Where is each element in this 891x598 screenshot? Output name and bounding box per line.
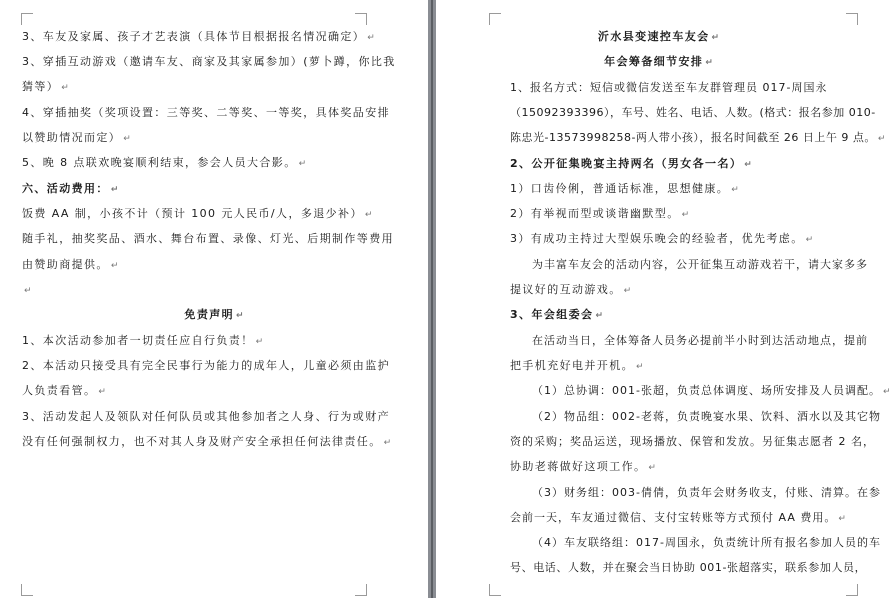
paragraph-mark: ↵: [636, 362, 644, 372]
text-line: 猜等） ↵: [22, 80, 69, 93]
text-line: 4、穿插抽奖（奖项设置：三等奖、二等奖、一等奖，具体奖品安排: [22, 106, 390, 119]
paragraph-mark: ↵: [123, 134, 131, 144]
crop-mark: [355, 584, 367, 596]
paragraph-mark: ↵: [298, 159, 307, 169]
paragraph-mark: ↵: [882, 387, 891, 397]
text-line: 提议好的互动游戏。 ↵: [510, 283, 632, 296]
text-line: （15092393396），车号、姓名、电话、人数。(格式：报名参加 010-: [510, 106, 876, 119]
paragraph-mark: ↵: [838, 514, 846, 524]
paragraph-mark: ↵: [110, 185, 119, 195]
crop-mark: [489, 584, 501, 596]
crop-mark: [489, 13, 501, 25]
text-line: 随手礼，抽奖奖品、酒水、舞台布置、录像、灯光、后期制作等费用: [22, 232, 394, 245]
text-line: 5、晚 8 点联欢晚宴顺利结束，参会人员大合影。 ↵: [22, 156, 307, 169]
text-line: 资的采购；奖品运送，现场播放、保管和发放。另征集志愿者 2 名，: [510, 435, 875, 448]
text-line: 1、报名方式：短信或微信发送至车友群管理员 017-周国永: [510, 81, 828, 94]
paragraph-mark: ↵: [367, 33, 375, 43]
section-heading: 3、年会组委会 ↵: [510, 308, 604, 321]
text-line: （2）物品组：002-老蒋，负责晚宴水果、饮料、酒水以及其它物: [532, 410, 881, 423]
paragraph-mark: ↵: [236, 311, 244, 321]
text-line: 2）有举视而型或谈谐幽默型。 ↵: [510, 207, 690, 220]
paragraph-mark: ↵: [731, 185, 739, 195]
document-subtitle: 年会筹备细节安排 ↵: [604, 55, 713, 68]
paragraph-mark: ↵: [877, 134, 886, 144]
paragraph-mark: ↵: [98, 387, 106, 397]
disclaimer-title: 免责声明 ↵: [184, 308, 244, 321]
paragraph-mark: ↵: [61, 83, 69, 93]
text-line: 协助老蒋做好这项工作。 ↵: [510, 460, 656, 473]
paragraph-mark: ↵: [110, 261, 119, 271]
paragraph-mark: ↵: [255, 337, 264, 347]
document-title: 沂水县变速控车友会 ↵: [597, 30, 720, 43]
crop-mark: [846, 13, 858, 25]
text-line: 把手机充好电并开机。 ↵: [510, 359, 644, 372]
text-line: 人负责看管。 ↵: [22, 384, 106, 397]
paragraph-mark: ↵: [744, 160, 752, 170]
text-line: 3）有成功主持过大型娱乐晚会的经验者，优先考虑。 ↵: [510, 232, 814, 245]
paragraph-mark: ↵: [383, 438, 392, 448]
paragraph-mark: ↵: [364, 210, 373, 220]
crop-mark: [21, 13, 33, 25]
paragraph-mark: ↵: [711, 33, 720, 43]
text-line: 2、本活动只接受具有完全民事行为能力的成年人，儿童必须由监护: [22, 359, 390, 372]
paragraph-mark: ↵: [595, 311, 604, 321]
text-line: 1、本次活动参加者一切责任应自行负责！ ↵: [22, 334, 264, 347]
text-line: （3）财务组：003-倩倩，负责年会财务收支，付账、清算。在参: [532, 486, 881, 499]
text-line: 为丰富车友会的活动内容，公开征集互动游戏若干，请大家多多: [532, 258, 868, 271]
text-line: 3、活动发起人及领队对任何队员或其他参加者之人身、行为或财产: [22, 410, 390, 423]
section-heading: 六、活动费用： ↵: [22, 182, 119, 195]
left-page: [0, 0, 428, 598]
text-line: 3、车友及家属、孩子才艺表演（具体节目根据报名情况确定） ↵: [22, 30, 375, 43]
text-line: 陈忠光-13573998258-两人带小孩），报名时间截至 26 日上午 9 点。 ↵: [510, 131, 886, 144]
text-line: 没有任何强制权力，也不对其人身及财产安全承担任何法律责任。 ↵: [22, 435, 392, 448]
crop-mark: [846, 584, 858, 596]
page-divider: [428, 0, 436, 598]
text-line: 会前一天，车友通过微信、支付宝转账等方式预付 AA 费用。 ↵: [510, 511, 846, 524]
paragraph-mark: ↵: [648, 463, 656, 473]
text-line: 号、电话、人数，并在聚会当日协助 001-张超落实，联系参加人员，: [510, 561, 867, 574]
text-line: 饭费 AA 制，小孩不计（预计 100 元人民币/人，多退少补） ↵: [22, 207, 373, 220]
paragraph-mark: ↵: [623, 286, 632, 296]
right-page: [436, 0, 891, 598]
paragraph-mark: ↵: [24, 286, 32, 296]
paragraph-mark: ↵: [805, 235, 814, 245]
text-line: 1）口齿伶俐，普通话标准，思想健康。 ↵: [510, 182, 739, 195]
paragraph-mark: ↵: [681, 210, 690, 220]
paragraph-mark: ↵: [705, 58, 713, 68]
text-line: 以赞助情况而定） ↵: [22, 131, 131, 144]
section-heading: 2、公开征集晚宴主持两名（男女各一名） ↵: [510, 157, 752, 170]
crop-mark: [355, 13, 367, 25]
text-line: 3、穿插互动游戏（邀请车友、商家及其家属参加）(萝卜蹲，你比我: [22, 55, 396, 68]
text-line: 由赞助商提供。 ↵: [22, 258, 119, 271]
text-line: [22, 283, 32, 298]
text-line: 在活动当日，全体筹备人员务必提前半小时到达活动地点，提前: [532, 334, 868, 347]
text-line: （4）车友联络组：017-周国永，负责统计所有报名参加人员的车: [532, 536, 881, 549]
text-line: （1）总协调：001-张超，负责总体调度、场所安排及人员调配。 ↵: [532, 384, 891, 397]
crop-mark: [21, 584, 33, 596]
